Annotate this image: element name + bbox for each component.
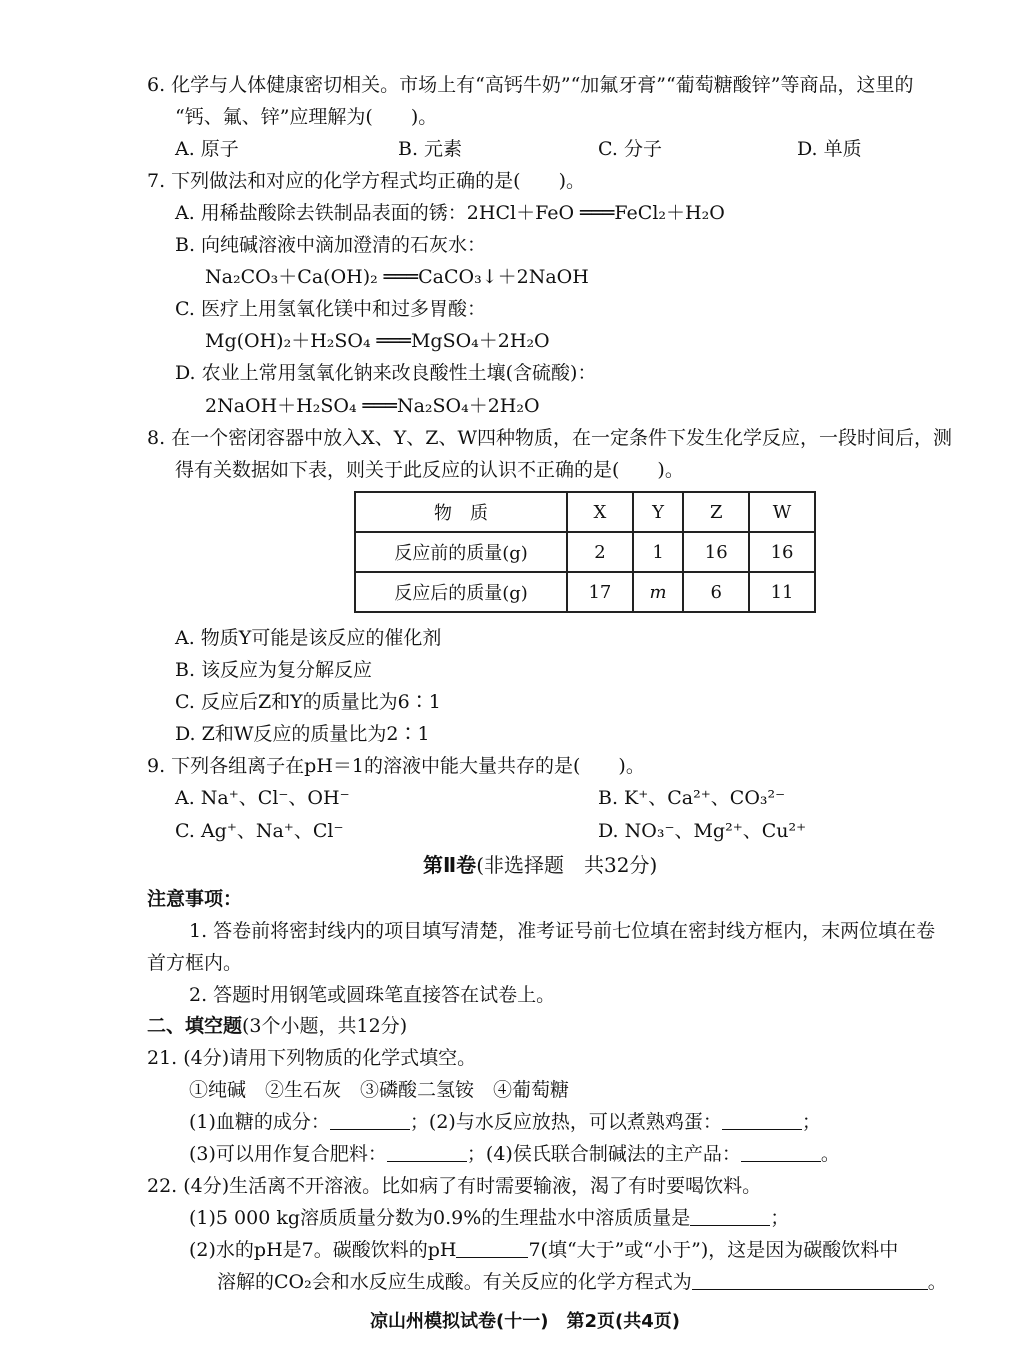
q8-line2: 得有关数据如下表，则关于此反应的认识不正确的是( )。 <box>175 459 684 481</box>
q8-option-b: B. 该反应为复分解反应 <box>175 659 373 681</box>
q6-option-c: C. 分子 <box>598 138 662 160</box>
table-header-cell: Y <box>633 492 683 532</box>
q7-option-b-equation: Na₂CO₃＋Ca(OH)₂ ═══CaCO₃↓＋2NaOH <box>205 266 589 288</box>
q7-option-c: C. 医疗上用氢氧化镁中和过多胃酸： <box>175 298 486 320</box>
q21-line2 <box>189 1141 840 1167</box>
table-cell: 17 <box>567 572 633 612</box>
q22-semicolon: ； <box>770 1207 790 1229</box>
q7-option-b: B. 向纯碱溶液中滴加澄清的石灰水： <box>175 234 487 256</box>
q7-stem: 7. 下列做法和对应的化学方程式均正确的是( )。 <box>147 170 585 192</box>
table-header-cell: X <box>567 492 633 532</box>
q22-part2-cont: 7(填“大于”或“小于”)，这是因为碳酸饮料中 <box>528 1239 899 1261</box>
table-cell: 1 <box>633 532 683 572</box>
q9-option-c: C. Ag⁺、Na⁺、Cl⁻ <box>175 820 344 842</box>
q21-stem: 21. (4分)请用下列物质的化学式填空。 <box>147 1047 477 1069</box>
table-header-cell: Z <box>683 492 749 532</box>
q8-option-c: C. 反应后Z和Y的质量比为6∶1 <box>175 691 441 713</box>
q22-answer-blank-1[interactable] <box>690 1207 770 1226</box>
q9-option-b: B. K⁺、Ca²⁺、CO₃²⁻ <box>598 787 786 809</box>
q21-answer-blank-3[interactable] <box>387 1143 467 1162</box>
table-header-cell: W <box>749 492 815 532</box>
q6-line2: “钙、氟、锌”应理解为( )。 <box>175 106 438 128</box>
q22-part2-label: (2)水的pH是7。碳酸饮料的pH <box>189 1239 457 1261</box>
q21-line1 <box>189 1109 821 1135</box>
q6-option-d: D. 单质 <box>797 138 862 160</box>
q22-line3 <box>217 1269 947 1295</box>
q21-part3-label: (3)可以用作复合肥料： <box>189 1143 387 1165</box>
q6-option-b: B. 元素 <box>398 138 463 160</box>
section-title-main: 第Ⅱ卷 <box>423 853 477 877</box>
table-cell: 16 <box>683 532 749 572</box>
table-cell: 反应后的质量(g) <box>355 572 567 612</box>
q21-items: ①纯碱 ②生石灰 ③磷酸二氢铵 ④葡萄糖 <box>189 1079 570 1101</box>
notice-item-2: 2. 答题时用钢笔或圆珠笔直接答在试卷上。 <box>189 984 556 1006</box>
q22-answer-blank-3[interactable] <box>692 1271 928 1290</box>
q7-option-d: D. 农业上常用氢氧化钠来改良酸性土壤(含硫酸)： <box>175 362 597 384</box>
q22-stem: 22. (4分)生活离不开溶液。比如病了有时需要输液，渴了有时要喝饮料。 <box>147 1175 762 1197</box>
table-cell: 16 <box>749 532 815 572</box>
table-cell: 2 <box>567 532 633 572</box>
q21-answer-blank-1[interactable] <box>330 1111 410 1130</box>
q21-answer-blank-4[interactable] <box>741 1143 821 1162</box>
part-title <box>147 1013 407 1039</box>
notice-title: 注意事项： <box>147 888 243 910</box>
q9-option-d: D. NO₃⁻、Mg²⁺、Cu²⁺ <box>598 820 807 842</box>
q21-period: 。 <box>820 1143 840 1165</box>
q21-semicolon: ； <box>801 1111 821 1133</box>
q7-option-a: A. 用稀盐酸除去铁制品表面的锈：2HCl＋FeO ═══FeCl₂＋H₂O <box>175 202 725 224</box>
q9-stem: 9. 下列各组离子在pH＝1的溶液中能大量共存的是( )。 <box>147 755 645 777</box>
section-title-rest: (非选择题 共32分) <box>476 853 658 877</box>
q6-option-a: A. 原子 <box>175 138 239 160</box>
q9-option-a: A. Na⁺、Cl⁻、OH⁻ <box>175 787 350 809</box>
q22-line2 <box>189 1237 898 1263</box>
notice-item-1: 1. 答卷前将密封线内的项目填写清楚，准考证号前七位填在密封线方框内，末两位填在卷 <box>189 920 936 942</box>
section-title <box>423 852 657 878</box>
q21-part4-label: ；(4)侯氏联合制碱法的主产品： <box>466 1143 741 1165</box>
q22-answer-blank-2[interactable] <box>456 1239 528 1258</box>
table-cell: 6 <box>683 572 749 612</box>
table-row <box>355 572 815 612</box>
q8-line1: 8. 在一个密闭容器中放入X、Y、Z、W四种物质，在一定条件下发生化学反应，一段时间后，测 <box>147 427 952 449</box>
q22-line1 <box>189 1205 789 1231</box>
q21-part2-label: ；(2)与水反应放热，可以煮熟鸡蛋： <box>409 1111 722 1133</box>
table-cell: 反应前的质量(g) <box>355 532 567 572</box>
table-cell: 11 <box>749 572 815 612</box>
q6-line1: 6. 化学与人体健康密切相关。市场上有“高钙牛奶”“加氟牙膏”“葡萄糖酸锌”等商品，这里的 <box>147 74 914 96</box>
part-title-rest: (3个小题，共12分) <box>242 1015 408 1037</box>
q7-option-d-equation: 2NaOH＋H₂SO₄ ═══Na₂SO₄＋2H₂O <box>205 395 540 417</box>
q22-part1-label: (1)5 000 kg溶质质量分数为0.9%的生理盐水中溶质质量是 <box>189 1207 691 1229</box>
notice-item-1-cont: 首方框内。 <box>147 952 243 974</box>
q21-answer-blank-2[interactable] <box>722 1111 802 1130</box>
page-footer: 凉山州模拟试卷(十一) 第2页(共4页) <box>370 1311 680 1332</box>
q8-option-a: A. 物质Y可能是该反应的催化剂 <box>175 627 442 649</box>
mass-data-table <box>354 491 816 613</box>
part-title-main: 二、填空题 <box>147 1015 243 1037</box>
q21-part1-label: (1)血糖的成分： <box>189 1111 330 1133</box>
table-cell: m <box>633 572 683 612</box>
q7-option-c-equation: Mg(OH)₂＋H₂SO₄ ═══MgSO₄＋2H₂O <box>205 330 550 352</box>
table-header-row <box>355 492 815 532</box>
q8-option-d: D. Z和W反应的质量比为2∶1 <box>175 723 430 745</box>
q22-period: 。 <box>927 1271 947 1293</box>
table-row <box>355 532 815 572</box>
q22-part2-label-b: 溶解的CO₂会和水反应生成酸。有关反应的化学方程式为 <box>217 1271 692 1293</box>
table-header-cell: 物 质 <box>355 492 567 532</box>
